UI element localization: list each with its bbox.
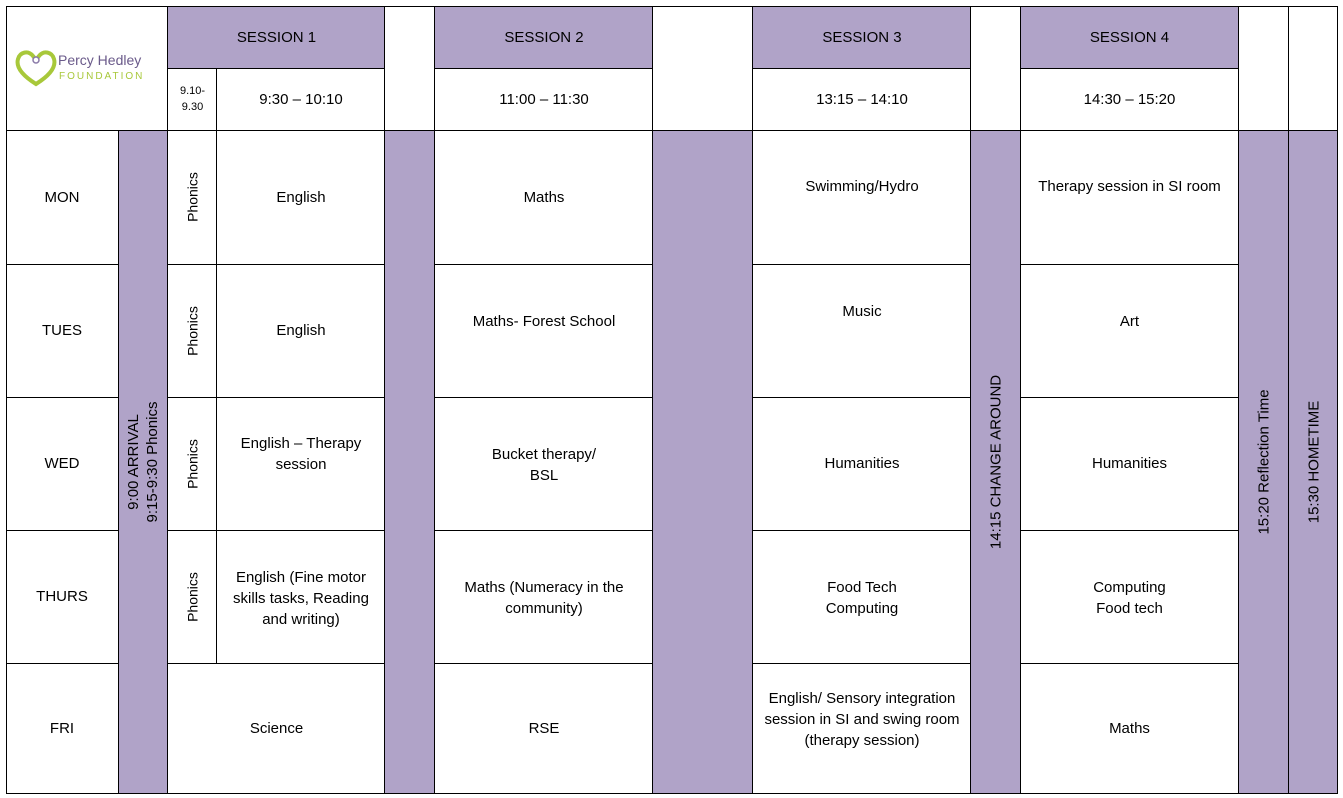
change-around-banner: [971, 130, 1020, 794]
mon-session-1: English: [217, 130, 385, 264]
fri-session-2: RSE: [435, 663, 653, 794]
day-wed: WED: [6, 397, 118, 530]
hometime-banner: [1289, 130, 1338, 794]
session-1-time: 9:30 – 10:10: [217, 68, 385, 130]
session-1-header: SESSION 1: [168, 6, 385, 68]
logo-cell: [6, 6, 168, 130]
arrival-text: 9:00 ARRIVAL 9:15-9:30 Phonics: [125, 401, 161, 523]
logo-name: Percy Hedley: [58, 52, 142, 68]
day-tues: TUES: [6, 264, 118, 397]
session-2-time: 11:00 – 11:30: [435, 68, 653, 130]
reflection-text: 15:20 Reflection Time: [1255, 389, 1273, 535]
wed-session-2: Bucket therapy/ BSL: [435, 397, 653, 530]
mon-session-3: Swimming/Hydro: [753, 130, 971, 264]
session-2-header: SESSION 2: [435, 6, 653, 68]
break-1-column: [385, 130, 435, 794]
phonics-thurs: [168, 530, 217, 663]
tues-session-3: Music: [753, 264, 971, 397]
phonics-label: Phonics: [184, 438, 200, 489]
fri-session-1: Science: [168, 663, 385, 794]
tues-session-4: Art: [1020, 264, 1239, 397]
session-4-time: 14:30 – 15:20: [1020, 68, 1239, 130]
wed-session-3: Humanities: [753, 397, 971, 530]
thurs-session-4: Computing Food tech: [1020, 530, 1239, 663]
tues-session-1: English: [217, 264, 385, 397]
hometime-text: 15:30 HOMETIME: [1305, 400, 1322, 524]
thurs-session-2: Maths (Numeracy in the community): [435, 530, 653, 663]
change-around-text: 14:15 CHANGE AROUND: [987, 374, 1004, 550]
phonics-label: Phonics: [184, 172, 200, 222]
arrival-banner: [118, 130, 168, 794]
mon-session-2: Maths: [435, 130, 653, 264]
phonics-wed: [168, 397, 217, 530]
day-thurs: THURS: [6, 530, 118, 663]
lunch-column: [653, 130, 753, 794]
wed-session-1: English – Therapy session: [217, 397, 385, 530]
mon-session-4: Therapy session in SI room: [1020, 130, 1239, 264]
session-3-header: SESSION 3: [753, 6, 971, 68]
reflection-banner: [1239, 130, 1289, 794]
session-3-time: 13:15 – 14:10: [753, 68, 971, 130]
logo-foundation: FOUNDATION: [59, 71, 145, 82]
heart-logo-icon: [14, 48, 58, 88]
early-time: 9.10- 9.30: [168, 68, 217, 130]
day-fri: FRI: [6, 663, 118, 794]
phonics-label: Phonics: [184, 305, 200, 356]
phonics-label: Phonics: [184, 571, 200, 622]
phonics-tues: [168, 264, 217, 397]
session-4-header: SESSION 4: [1020, 6, 1239, 68]
wed-session-4: Humanities: [1020, 397, 1239, 530]
fri-session-4: Maths: [1020, 663, 1239, 794]
tues-session-2: Maths- Forest School: [435, 264, 653, 397]
day-mon: MON: [6, 130, 118, 264]
thurs-session-3: Food Tech Computing: [753, 530, 971, 663]
phonics-mon: [168, 130, 217, 264]
thurs-session-1: English (Fine motor skills tasks, Reading and writing): [217, 530, 385, 663]
fri-session-3: English/ Sensory integration session in SI and swing room (therapy session): [753, 663, 971, 794]
